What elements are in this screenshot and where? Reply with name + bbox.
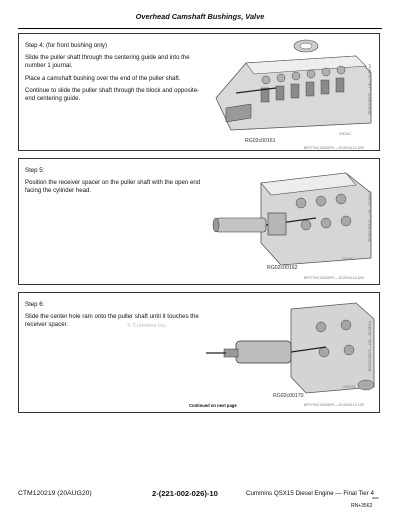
step-6-figure-code: G00170 xyxy=(343,385,356,389)
step-6-side-id: RG02C00170 —UN—26JUN14 xyxy=(368,321,372,372)
step-4-figure-id: RG02c00161 xyxy=(245,138,276,144)
step-6-doc-code: BFR776G.0003AF9 —19-09JUL14-7/20 xyxy=(304,403,365,407)
watermark: © Cummins Inc. xyxy=(127,323,167,329)
header-rule xyxy=(18,28,382,29)
step-4-instruction-1: Slide the puller shaft through the centering guide and into the number 1 journal. xyxy=(25,54,190,70)
step-5-doc-code: BFR776G.0003AF9 —19-09JUL14-3/20 xyxy=(304,276,365,280)
step-5-panel xyxy=(18,158,380,285)
step-4-side-id: RG02C00161 —UN—26JUN14 xyxy=(368,64,372,115)
tier-subscript: 0000 xyxy=(372,496,379,500)
step-5-heading: Step 5: xyxy=(25,167,45,174)
step-4-illustration xyxy=(206,38,376,138)
step-5-figure-code: G00162 xyxy=(342,257,355,261)
step-6-text xyxy=(25,301,207,334)
step-4-doc-code: BFR776G.0003AF9 —19-09JUL14-3/20 xyxy=(304,146,365,150)
step-4-figure-code: G00161 xyxy=(339,132,352,136)
section-header: Overhead Camshaft Bushings, Valve xyxy=(135,12,265,21)
step-6-panel xyxy=(18,292,380,413)
step-4-instruction-2: Place a camshaft bushing over the end of the puller shaft. xyxy=(25,74,181,82)
engine-title: Cummins QSX15 Diesel Engine — Final Tier 4 xyxy=(246,490,374,497)
step-4-instruction-3: Continue to slide the puller shaft through the block and opposite-end centering guide. xyxy=(25,86,200,103)
step-5-text xyxy=(25,167,207,200)
step-6-instruction-1: Slide the center hole ram onto the puller shaft until it touches the receiver spacer. xyxy=(25,313,199,329)
step-4-text xyxy=(25,42,207,107)
continued-note: Continued on next page xyxy=(189,403,237,408)
step-5-side-id: RG02C00162 —UN—26JUN14 xyxy=(368,191,372,242)
doc-id: CTM120219 (20AUG20) xyxy=(18,490,92,497)
step-5-figure-id: RG02c00162 xyxy=(267,265,298,271)
step-6-figure-id: RG02c00170 xyxy=(273,393,304,399)
step-5-illustration xyxy=(206,163,376,271)
rn-number: RN+3562 xyxy=(351,503,373,509)
page-number: 2-(221-002-026)-10 xyxy=(152,489,218,498)
step-4-heading: Step 4: (for front bushing only) xyxy=(25,42,107,49)
step-5-instruction-1: Position the receiver spacer on the puller shaft with the open end facing the cylinder head. xyxy=(25,179,201,195)
step-4-panel xyxy=(18,33,380,151)
step-6-heading: Step 6: xyxy=(25,301,45,308)
step-6-illustration xyxy=(206,297,376,399)
